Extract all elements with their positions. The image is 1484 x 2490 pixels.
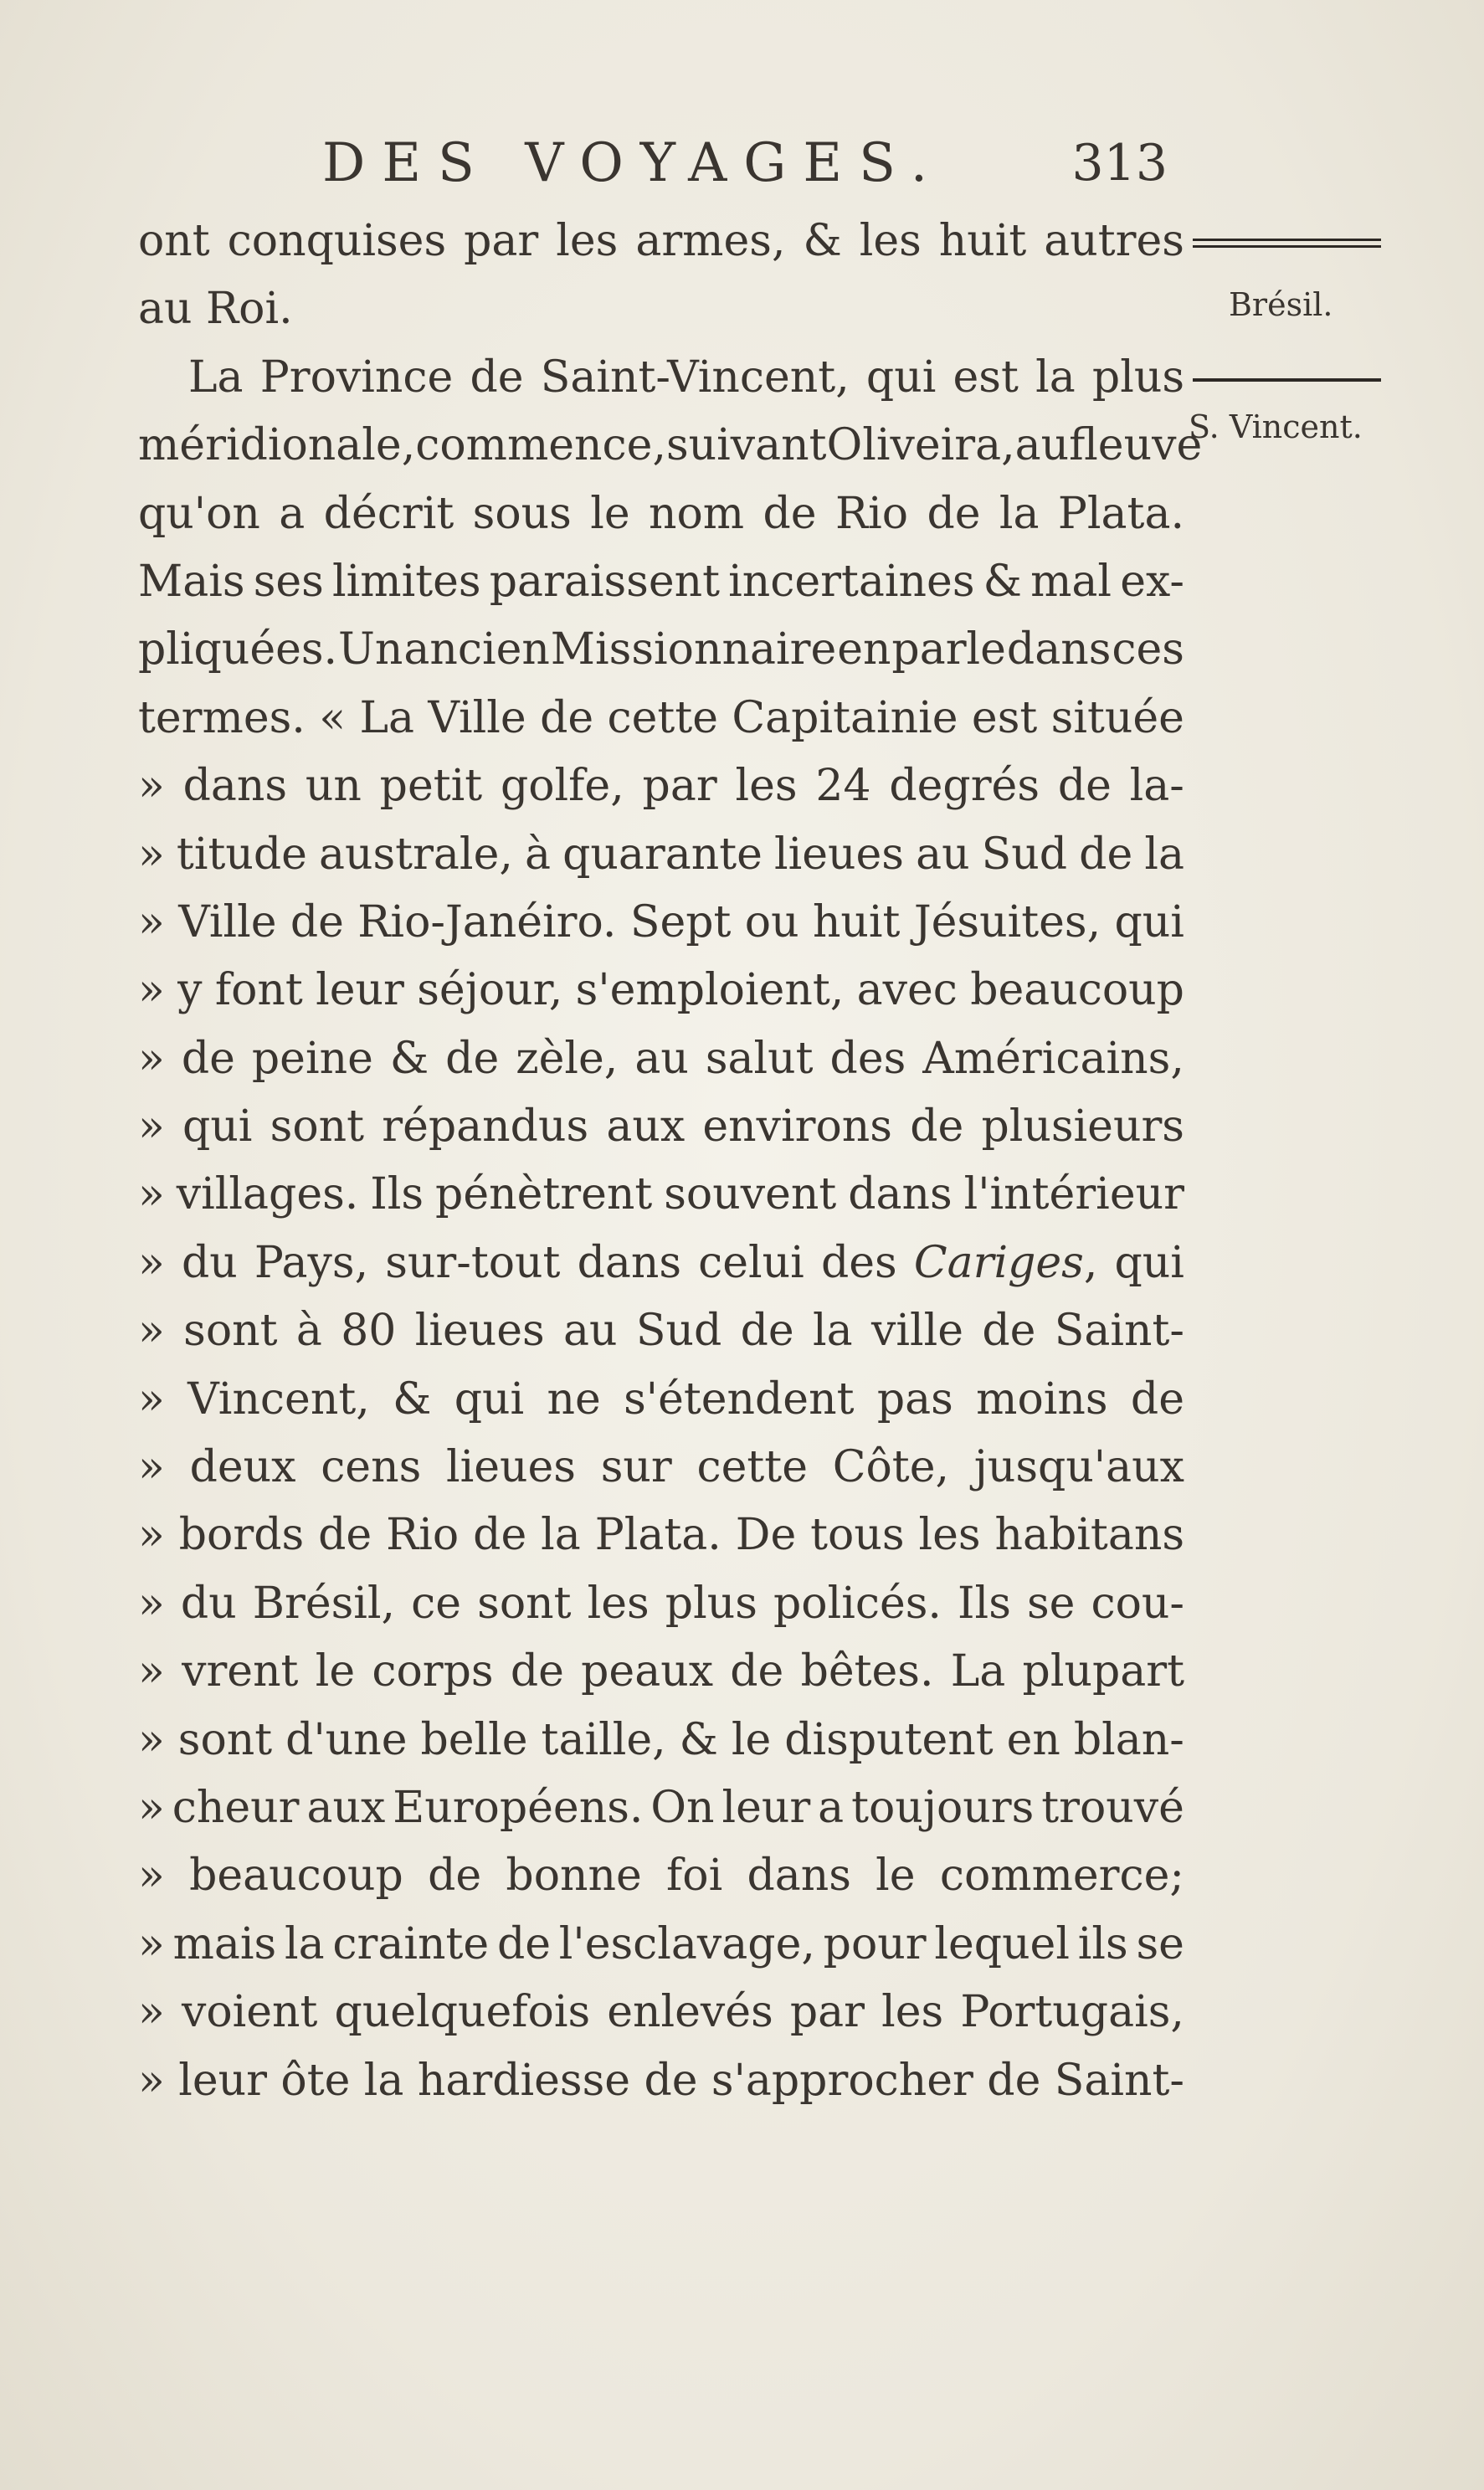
text-line: ont conquises par les armes, & les huit autres [138, 216, 1184, 266]
text-line: au Roi. [138, 284, 293, 335]
text-line: » vrent le corps de peaux de bêtes. La plupart [138, 1646, 1184, 1697]
text-line: pliquées. Un ancien Missionnaire en parle dans ces [138, 624, 1184, 675]
margin-rule [1193, 378, 1381, 382]
text-line: » leur ôte la hardiesse de s'approcher de Saint- [138, 2055, 1184, 2106]
text-line: » titude australe, à quarante lieues au Sud de la [138, 829, 1184, 880]
text-line: La Province de Saint-Vincent, qui est la plus [188, 352, 1184, 403]
body-text [138, 208, 1203, 2115]
page-header [138, 126, 1168, 193]
text-line: » deux cens lieues sur cette Côte, jusqu'aux [138, 1442, 1184, 1493]
text-line: » du Pays, sur-tout dans celui des Cariges, qui [138, 1237, 1184, 1288]
running-title: DES VOYAGES. [322, 132, 945, 194]
text-line: » dans un petit golfe, par les 24 degrés de la- [138, 761, 1184, 812]
text-line: » mais la crainte de l'esclavage, pour lequel ils se [138, 1918, 1184, 1969]
text-line: » sont à 80 lieues au Sud de la ville de Saint- [138, 1306, 1184, 1357]
margin-notes [1189, 0, 1398, 2490]
text-line: qu'on a décrit sous le nom de Rio de la Plata. [138, 488, 1184, 539]
text-line: » Ville de Rio-Janéiro. Sept ou huit Jésuites, qui [138, 896, 1184, 947]
text-line: » de peine & de zèle, au salut des Américains, [138, 1033, 1184, 1084]
margin-note-bresil: Brésil. [1229, 286, 1333, 323]
text-line: méridionale, commence, suivant Oliveira, au fleuve [138, 420, 1203, 471]
text-line: » sont d'une belle taille, & le disputent en blan- [138, 1714, 1184, 1765]
margin-note-vincent: S. Vincent. [1189, 408, 1363, 445]
text-line: » du Brésil, ce sont les plus policés. Ils se cou- [138, 1578, 1184, 1629]
text-line: » voient quelquefois enlevés par les Portugais, [138, 1987, 1184, 2038]
text-line: Mais ses limites paraissent incertaines & mal ex- [138, 556, 1184, 607]
page-number: 313 [1071, 134, 1168, 193]
text-line: » y font leur séjour, s'emploient, avec beaucoup [138, 965, 1184, 1016]
text-line: » bords de Rio de la Plata. De tous les habitans [138, 1510, 1184, 1561]
text-line: » beaucoup de bonne foi dans le commerce; [138, 1851, 1184, 1902]
margin-rule [1193, 239, 1381, 248]
text-line: » cheur aux Européens. On leur a toujours trouvé [138, 1782, 1184, 1833]
text-line: termes. « La Ville de cette Capitainie est située [138, 692, 1184, 743]
text-line: » qui sont répandus aux environs de plusieurs [138, 1101, 1184, 1153]
text-line: » villages. Ils pénètrent souvent dans l'intérieur [138, 1169, 1184, 1220]
text-line: » Vincent, & qui ne s'étendent pas moins de [138, 1373, 1184, 1425]
